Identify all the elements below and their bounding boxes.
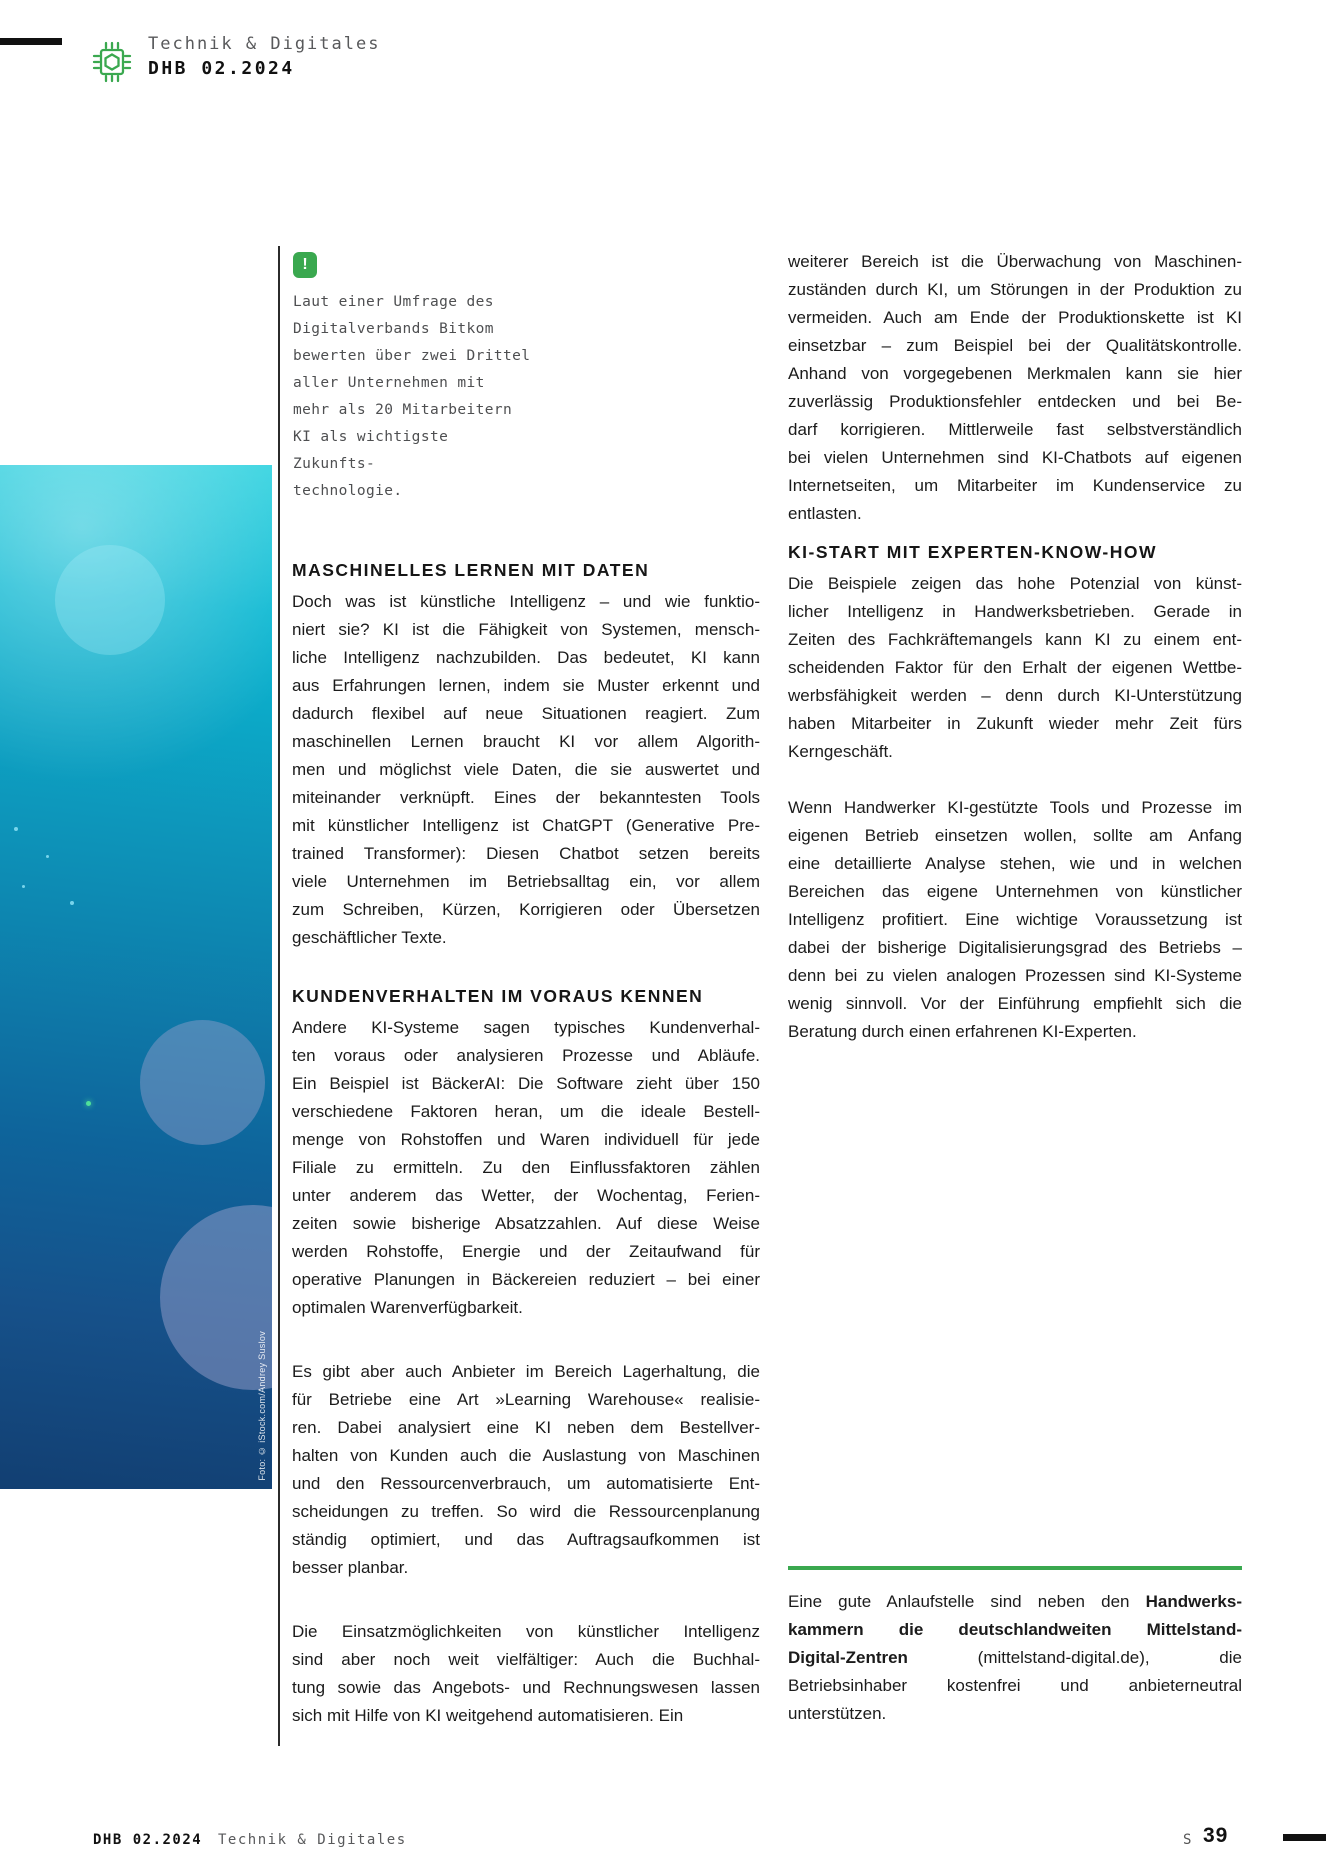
paragraph: Es gibt aber auch Anbieter im Bereich Lagerhaltung, die für Betriebe eine Art »Learning Warehouse« realisie- ren. Dabei analysiert eine KI neben dem Bestellver- halten von Kunden auch die Auslastung von Maschinen und den Ressourcenverbrauch, um automatisierte Ent- scheidungen zu treffen. So wird die Ressourcenplanung ständig optimiert, und das Auftragsaufkommen ist besser planbar. xyxy=(292,1362,760,1577)
bokeh-circle xyxy=(55,545,165,655)
chip-icon xyxy=(92,40,132,84)
particle-dot xyxy=(22,885,25,888)
info-box: Eine gute Anlaufstelle sind neben den Handwerks- kammern die deutschlandweiten Mittelstand- Digital-Zentren (mittelstand-digital.de), die Betriebsinhaber kostenfrei und anbieterneutral unterstützen. xyxy=(788,1592,1242,1723)
particle-dot xyxy=(46,855,49,858)
callout-text: Laut einer Umfrage des Digitalverbands Bitkom bewerten über zwei Drittel aller Unternehmen mit mehr als 20 Mitarbeitern KI als wichtigste Zukunfts- technologie. xyxy=(293,294,531,499)
paragraph: Wenn Handwerker KI-gestützte Tools und Prozesse im eigenen Betrieb einsetzen wollen, sollte am Anfang eine detaillierte Analyse stehen, wie und in welchen Bereichen das eigene Unternehmen von künstlicher Intelligenz profitiert. Eine wichtige Voraussetzung ist dabei der bisherige Digitalisierungsgrad des Betriebs – denn bei zu vielen analogen Prozessen sind KI-Systeme wenig sinnvoll. Vor der Einführung empfiehlt sich die Beratung durch einen erfahrenen KI-Experten. xyxy=(788,798,1242,1041)
section-heading-maschinelles-lernen: MASCHINELLES LERNEN MIT DATEN xyxy=(292,560,650,580)
column-rule xyxy=(278,246,280,1746)
footer-issue: DHB 02.2024 xyxy=(93,1832,203,1848)
exclamation-icon: ! xyxy=(293,252,317,278)
paragraph: Die Beispiele zeigen das hohe Potenzial von künst- licher Intelligenz in Handwerksbetrieben. Gerade in Zeiten des Fachkräftemangels kann KI zu einem ent- scheidenden Faktor für den Erhalt der eigenen Wettbe- werbsfähigkeit werden – denn durch KI-Unterstützung haben Mitarbeiter in Zukunft wieder mehr Zeit fürs Kerngeschäft. xyxy=(788,574,1242,761)
section-heading-ki-start: KI-START MIT EXPERTEN-KNOW-HOW xyxy=(788,542,1158,562)
header-issue: DHB 02.2024 xyxy=(148,58,295,79)
particle-dot xyxy=(70,901,74,905)
section-heading-kundenverhalten: KUNDENVERHALTEN IM VORAUS KENNEN xyxy=(292,986,704,1006)
callout xyxy=(293,252,538,505)
footer-rule xyxy=(1283,1834,1326,1841)
footer-page-prefix: S xyxy=(1183,1832,1192,1848)
sidebar-photo xyxy=(0,465,272,1489)
paragraph: Die Einsatzmöglichkeiten von künstlicher Intelligenz sind aber noch weit vielfältiger: Auch die Buchhal- tung sowie das Angebots- und Rechnungswesen lassen sich mit Hilfe von KI weitgehend automatisieren. Ein xyxy=(292,1622,760,1725)
page-number: 39 xyxy=(1203,1824,1229,1847)
info-divider-rule xyxy=(788,1566,1242,1570)
paragraph: Doch was ist künstliche Intelligenz – und wie funktio- niert sie? KI ist die Fähigkeit von Systemen, mensch- liche Intelligenz nachzubilden. Das bedeutet, KI kann aus Erfahrungen lernen, indem sie Muster erkennt und dadurch flexibel auf neue Situationen reagiert. Zum maschinellen Lernen braucht KI vor allem Algorith- men und möglichst viele Daten, die sie auswertet und miteinander verknüpft. Eines der bekanntesten Tools mit künstlicher Intelligenz ist ChatGPT (Generative Pre- trained Transformer): Diesen Chatbot setzen bereits viele Unternehmen im Betriebsalltag ein, vor allem zum Schreiben, Kürzen, Korrigieren oder Übersetzen geschäftlicher Texte. xyxy=(292,592,760,947)
top-left-rule xyxy=(0,38,62,45)
left-column xyxy=(292,560,760,1730)
header-section-title: Technik & Digitales xyxy=(148,34,381,54)
paragraph: Andere KI-Systeme sagen typisches Kundenverhal- ten voraus oder analysieren Prozesse und Abläufe. Ein Beispiel ist BäckerAI: Die Software zieht über 150 verschiedene Faktoren heran, um die ideale Bestell- menge von Rohstoffen und Waren individuell für jede Filiale zu ermitteln. Zu den Einflussfaktoren zählen unter anderem das Wetter, der Wochentag, Ferien- zeiten sowie bisherige Absatzzahlen. Auf diese Weise werden Rohstoffe, Energie und der Zeitaufwand für operative Planungen in Bäckereien reduziert – bei einer optimalen Warenverfügbarkeit. xyxy=(292,1018,760,1317)
particle-dot-green xyxy=(86,1101,91,1106)
right-column xyxy=(788,248,1242,1046)
particle-dot xyxy=(14,827,18,831)
photo-credit: Foto: © iStock.com/Andrey Suslov xyxy=(257,1331,267,1481)
footer-section: Technik & Digitales xyxy=(218,1832,407,1848)
bokeh-circle xyxy=(140,1020,265,1145)
paragraph: weiterer Bereich ist die Überwachung von Maschinen- zuständen durch KI, um Störungen in der Produktion zu vermeiden. Auch am Ende der Produktionskette ist KI einsetzbar – zum Beispiel bei der Qualitätskontrolle. Anhand von vorgegebenen Merkmalen kann sie hier zuverlässig Produktionsfehler entdecken und bei Be- darf korrigieren. Mittlerweile fast selbstverständlich bei vielen Unternehmen sind KI-Chatbots auf eigenen Internetseiten, um Mitarbeiter im Kundenservice zu entlasten. xyxy=(788,252,1242,523)
bokeh-circle xyxy=(160,1205,272,1390)
